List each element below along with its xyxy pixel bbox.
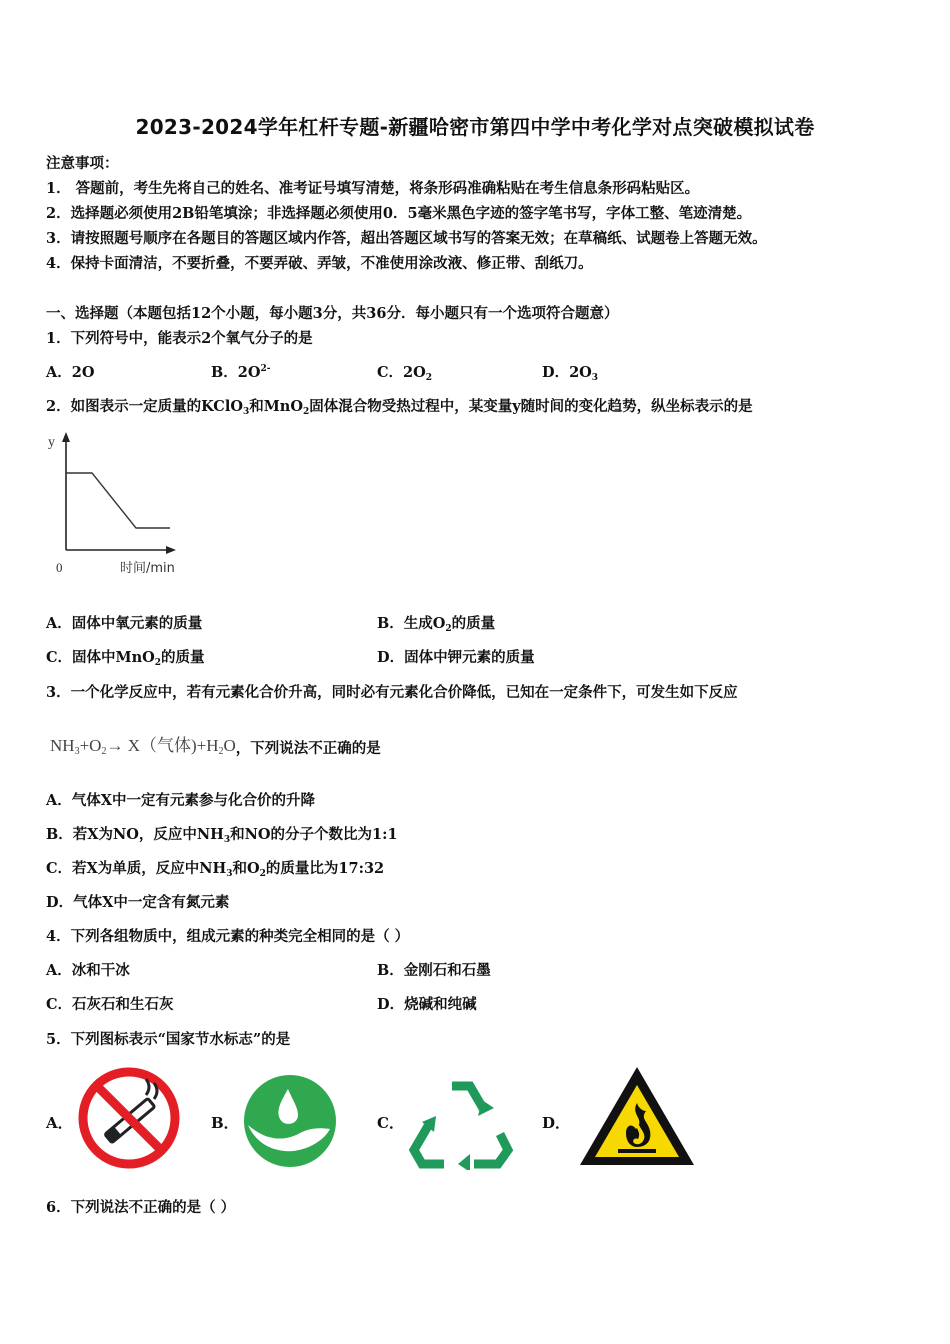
q1-stem: 1．下列符号中，能表示2个氧气分子的是 [46,330,313,347]
q3-stem: 3．一个化学反应中，若有元素化合价升高，同时必有元素化合价降低，已知在一定条件下，可发生如下反应 [46,684,738,701]
q3-equation: $NH_3+O_2\to X$（气体)$+H_2O$，下列说法不正确的是 [50,736,381,757]
notice-item-3: 3．请按照题号顺序在各题目的答题区域内作答，超出答题区域书写的答案无效；在草稿纸、试题卷上答题无效。 [46,230,767,247]
q6-stem: 6．下列说法不正确的是（ ） [46,1199,236,1216]
q1-option-b: B．$2O^{2-}$ [211,364,271,381]
q2-option-a: A．固体中氧元素的质量 [46,615,203,632]
q1-option-d: D．$2O_3$ [542,364,599,383]
q4-option-a: A．冰和干冰 [46,962,130,979]
q2-option-b: B．生成$O_2$的质量 [377,615,496,634]
notice-item-4: 4．保持卡面清洁，不要折叠，不要弄破、弄皱，不准使用涂改液、修正带、刮纸刀。 [46,255,593,272]
q4-option-d: D．烧碱和纯碱 [377,996,477,1013]
q1-option-a: A．2O [46,364,95,381]
graph-x-label: 时间/min [120,561,175,576]
no-smoking-icon [76,1065,182,1171]
q2-option-c: C．固体中MnO$_2$的质量 [46,649,205,668]
q1-option-c: C．$2O_2$ [377,364,433,383]
q3-option-a: A．气体X中一定有元素参与化合价的升降 [46,792,315,809]
q5-option-a-label: A． [46,1114,73,1132]
recycle-icon [408,1072,516,1170]
q5-stem: 5．下列图标表示“国家节水标志”的是 [46,1031,291,1048]
notice-item-2: 2．选择题必须使用2B铅笔填涂；非选择题必须使用0．5毫米黑色字迹的签字笔书写，字体工整、笔迹清楚。 [46,205,752,222]
q5-option-d-label: D． [542,1114,571,1132]
q3-option-c: C．若X为单质，反应中$NH_3$和$O_2$的质量比为17:32 [46,860,385,879]
q4-option-b: B．金刚石和石墨 [377,962,491,979]
graph-x-arrow [166,546,176,554]
q3-option-b: B．若X为NO，反应中$NH_3$和NO的分子个数比为1:1 [46,826,398,845]
graph-origin-label: 0 [56,560,63,575]
page-title: 2023-2024学年杠杆专题-新疆哈密市第四中学中考化学对点突破模拟试卷 [135,115,815,139]
notice-item-1: 1． 答题前，考生先将自己的姓名、准考证号填写清楚，将条形码准确粘贴在考生信息条形码粘贴区。 [46,180,700,197]
water-saving-icon [242,1073,338,1169]
q2-stem: 2．如图表示一定质量的KClO$_3$和MnO$_2$固体混合物受热过程中，某变量y随时间的变化趋势，纵坐标表示的是 [46,398,753,417]
flammable-warning-icon [576,1063,698,1169]
q3-option-d: D．气体X中一定含有氮元素 [46,894,230,911]
q4-option-c: C．石灰石和生石灰 [46,996,174,1013]
graph-y-label: y [48,435,55,450]
q2-graph [40,428,200,580]
q2-option-d: D．固体中钾元素的质量 [377,649,535,666]
notice-heading: 注意事项： [46,155,119,172]
q5-option-c-label: C． [377,1114,404,1132]
graph-y-arrow [62,432,70,442]
graph-curve [66,473,170,528]
section-heading: 一、选择题（本题包括12个小题，每小题3分，共36分．每小题只有一个选项符合题意） [46,305,619,322]
q5-option-b-label: B． [211,1114,239,1132]
q4-stem: 4．下列各组物质中，组成元素的种类完全相同的是（ ） [46,928,410,945]
